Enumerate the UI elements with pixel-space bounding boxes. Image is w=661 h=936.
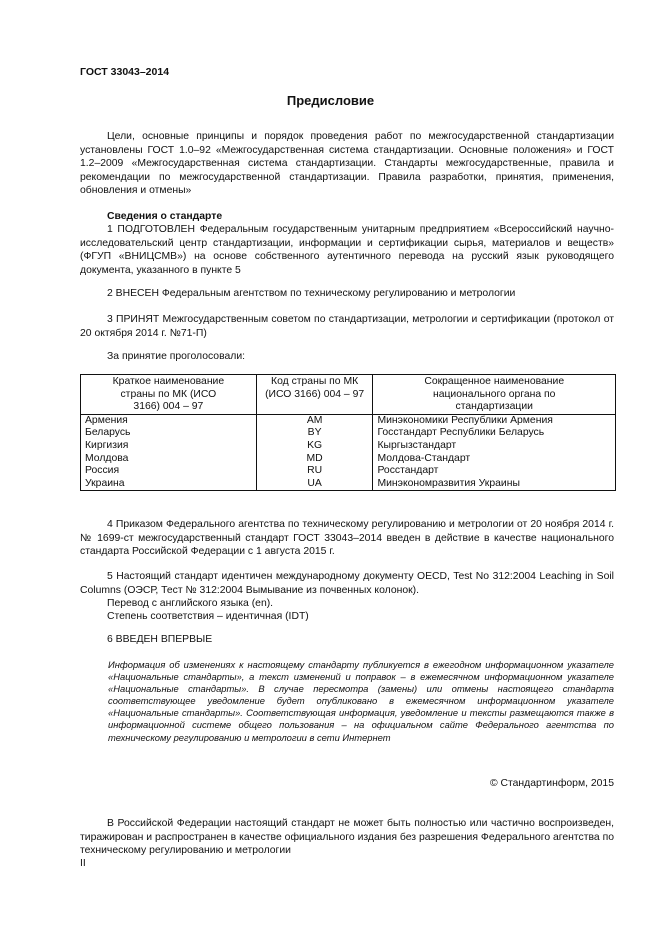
table-row	[81, 440, 616, 453]
body-cell: Кыргызстандарт	[373, 440, 616, 453]
changes-info-note: Информация об изменениях к настоящему стандарту публикуется в ежегодном информационном указателе «Национальные стандарты», а текст изменений и поправок – в ежемесячном информационном указателе «Национальные стандарты». В случае пересмотра (замены) или отмены настоящего стандарта соответствующее уведомление будет опубликовано в ежемесячном информационном указателе «Национальные стандарты». Соответствующая информация, уведомление и тексты размещаются также в информационной системе общего пользования – на официальном сайте Федерального агентства по техническому регулированию и метрологии в сети Интернет	[108, 659, 614, 743]
item-3-paragraph: 3 ПРИНЯТ Межгосударственным советом по стандартизации, метрологии и сертификации (протокол от 20 октября 2014 г. №71-П)	[80, 314, 614, 339]
country-cell: Киргизия	[81, 440, 257, 453]
country-cell: Украина	[81, 478, 257, 491]
body-cell: Минэкономики Республики Армения	[373, 414, 616, 427]
table-row	[81, 465, 616, 478]
conformity-note: Степень соответствия – идентичная (IDT)	[107, 611, 309, 622]
country-cell: Беларусь	[81, 427, 257, 440]
body-cell: Госстандарт Республики Беларусь	[373, 427, 616, 440]
code-cell: RU	[256, 465, 373, 478]
page-title: Предисловие	[286, 93, 375, 108]
item-4-paragraph: 4 Приказом Федерального агентства по техническому регулированию и метрологии от 20 ноября 2014 г. № 1699-ст межгосударственный стандарт ГОСТ 33043–2014 введен в действие в качестве национального стандарта Российской Федерации с 1 августа 2015 г.	[80, 519, 614, 558]
code-cell: BY	[256, 427, 373, 440]
country-cell: Молдова	[81, 453, 257, 466]
item-6-paragraph: 6 ВВЕДЕН ВПЕРВЫЕ	[107, 634, 213, 645]
page-number: II	[80, 858, 86, 869]
code-cell: UA	[256, 478, 373, 491]
translation-note: Перевод с английского языка (en).	[107, 598, 274, 609]
code-cell: KG	[256, 440, 373, 453]
document-code-header: ГОСТ 33043–2014	[80, 66, 170, 78]
code-cell: MD	[256, 453, 373, 466]
body-cell: Минэкономразвития Украины	[373, 478, 616, 491]
header-code: Код страны по МК (ИСО 3166) 004 – 97	[256, 375, 373, 415]
code-cell: AM	[256, 414, 373, 427]
item-1-paragraph: 1 ПОДГОТОВЛЕН Федеральным государственным унитарным предприятием «Всероссийский научно-исследовательский центр стандартизации, информации и сертификации сырья, материалов и веществ» (ФГУП «ВНИЦСМВ») на основе собственного аутентичного перевода на русский язык руководящего документа, указанного в пункте 5	[80, 224, 614, 276]
body-cell: Молдова-Стандарт	[373, 453, 616, 466]
item-5-paragraph: 5 Настоящий стандарт идентичен международному документу OECD, Test No 312:2004 Leaching in Soil Columns (ОЭСР, Тест № 312:2004 Вымывание из почвенных колонок).	[80, 571, 614, 596]
vote-intro: За принятие проголосовали:	[107, 351, 246, 362]
table-header-row	[81, 375, 616, 415]
copyright-line: © Стандартинформ, 2015	[489, 778, 614, 789]
item-2-paragraph: 2 ВНЕСЕН Федеральным агентством по техническому регулированию и метрологии	[107, 288, 516, 299]
header-body: Сокращенное наименование национального органа по стандартизации	[373, 375, 616, 415]
body-cell: Росстандарт	[373, 465, 616, 478]
intro-paragraph: Цели, основные принципы и порядок проведения работ по межгосударственной стандартизации установлены ГОСТ 1.0–92 «Межгосударственная система стандартизации. Основные положения» и ГОСТ 1.2–2009 «Межгосударственная система стандартизации. Стандарты межгосударственные, правила и рекомендации по межгосударственной стандартизации. Правила разработки, принятия, применения, обновления и отмены»	[80, 131, 614, 197]
country-cell: Армения	[81, 414, 257, 427]
reproduction-notice: В Российской Федерации настоящий стандарт не может быть полностью или частично воспроизведен, тиражирован и распространен в качестве официального издания без разрешения Федерального агентства по техническому регулированию и метрологии	[80, 818, 614, 857]
table-row	[81, 478, 616, 491]
header-country: Краткое наименование страны по МК (ИСО 3166) 004 – 97	[81, 375, 257, 415]
table-row	[81, 427, 616, 440]
votes-table	[80, 374, 616, 491]
info-heading: Сведения о стандарте	[107, 211, 223, 222]
table-row	[81, 453, 616, 466]
table-row	[81, 414, 616, 427]
country-cell: Россия	[81, 465, 257, 478]
